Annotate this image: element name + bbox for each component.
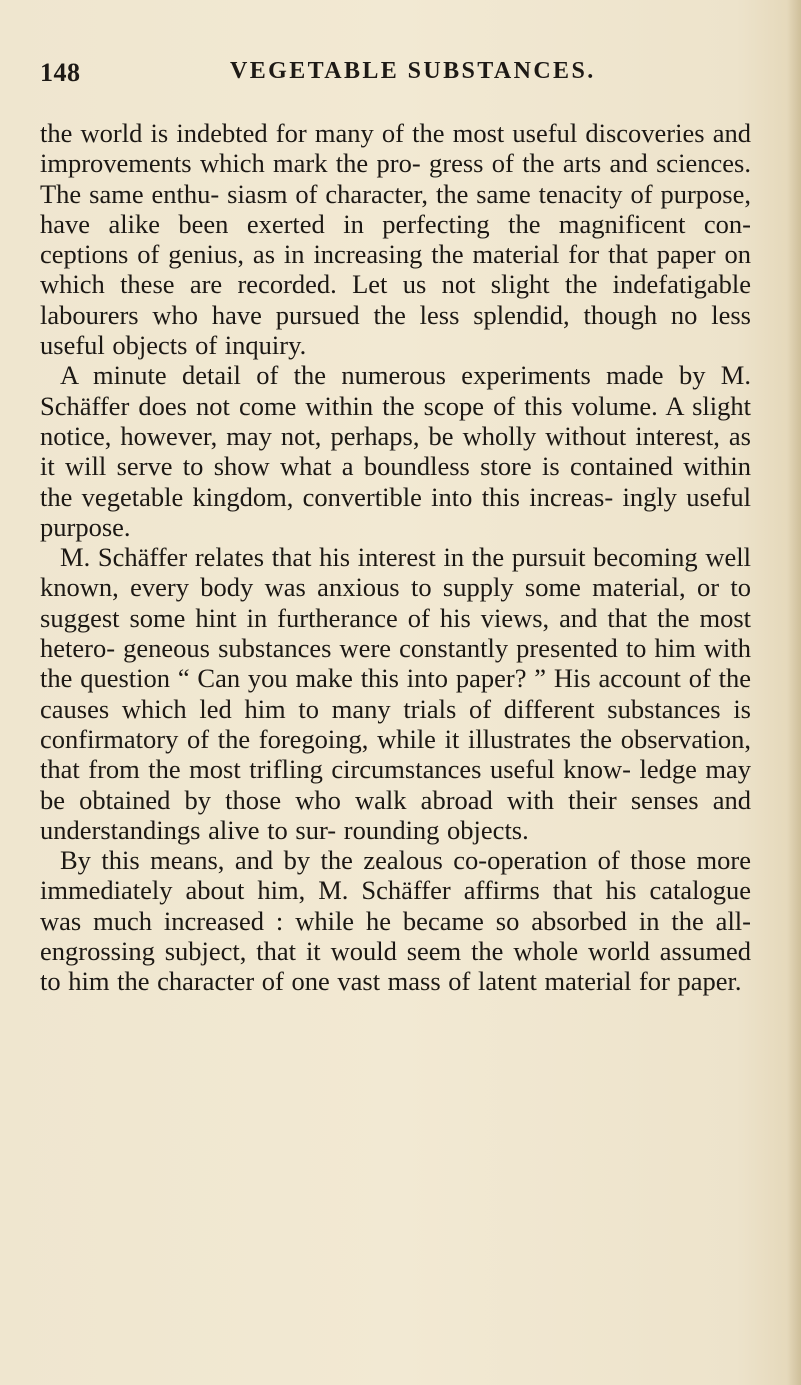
page-edge-shadow: [787, 0, 801, 1385]
paragraph: A minute detail of the numerous experiments made by M. Schäffer does not come within the scope of this volume. A slight notice, however, may not, perhaps, be wholly without interest, as it will serve to show what a boundless store is contained within the vegetable kingdom, convertible into this increas- ingly useful purpose.: [40, 360, 751, 542]
running-head: VEGETABLE SUBSTANCES.: [230, 58, 596, 84]
paragraph: the world is indebted for many of the most useful discoveries and improvements which mark the pro- gress of the arts and sciences. The same enthu- siasm of character, the same tenacity of purpose, have alike been exerted in perfecting the magnificent con- ceptions of genius, as in increasing the material for that paper on which these are recorded. Let us not slight the indefatigable labourers who have pursued the less splendid, though no less useful objects of inquiry.: [40, 118, 751, 361]
paragraph: By this means, and by the zealous co-operation of those more immediately about him, M. Schäffer affirms that his catalogue was much increased : while he became so absorbed in the all-engrossing subject, that it would seem the whole world assumed to him the character of one vast mass of latent material for paper.: [40, 845, 751, 997]
paragraph: M. Schäffer relates that his interest in the pursuit becoming well known, every body was anxious to supply some material, or to suggest some hint in furtherance of his views, and that the most hetero- geneous substances were constantly presented to him with the question “ Can you make this into paper? ” His account of the causes which led him to many trials of different substances is confirmatory of the foregoing, while it illustrates the observation, that from the most trifling circumstances useful know- ledge may be obtained by those who walk abroad with their senses and understandings alive to sur- rounding objects.: [40, 542, 751, 845]
body-text: [40, 118, 751, 997]
page-header: [40, 58, 760, 98]
page-number: 148: [40, 58, 81, 87]
